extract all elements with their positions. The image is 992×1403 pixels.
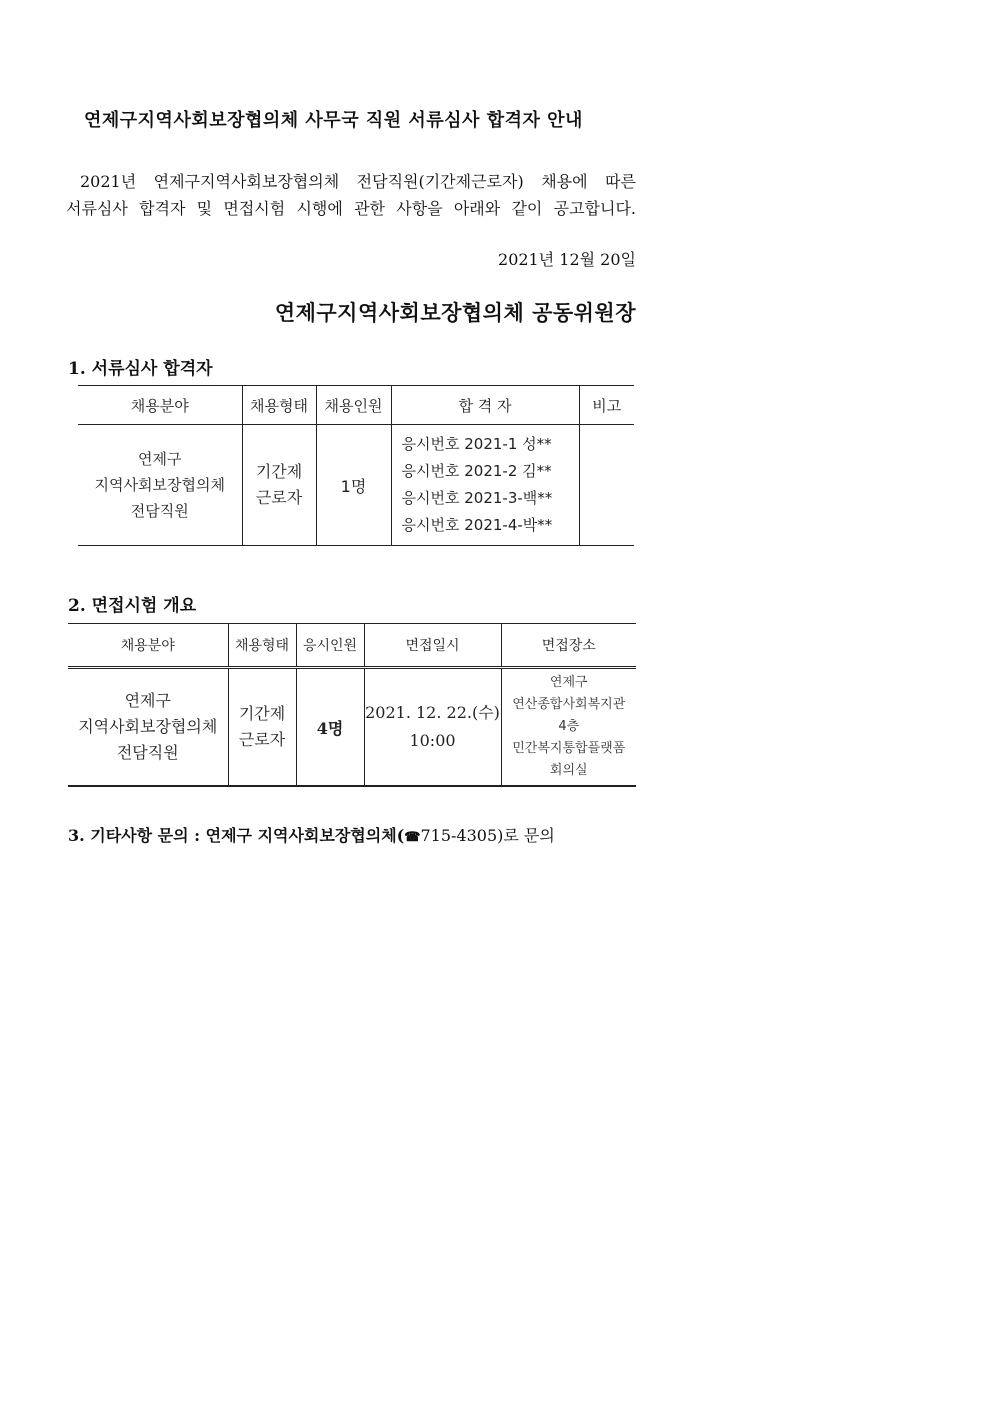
table-header-row: [68, 624, 636, 668]
header-cell: 채용인원: [316, 386, 391, 425]
section2-heading: 2. 면접시험 개요: [68, 596, 197, 616]
date-line: 2021. 12. 22.(수): [365, 703, 500, 722]
field-line: 연제구: [124, 691, 171, 710]
interview-table: [68, 623, 636, 787]
type-line: 기간제: [255, 462, 303, 481]
intro-paragraph: [66, 168, 636, 222]
contact-label: 3. 기타사항 문의 : 연제구 지역사회보장협의체(: [68, 826, 405, 845]
header-cell: 채용형태: [228, 624, 296, 668]
field-line: 전담직원: [116, 743, 179, 762]
place-line: 4층: [558, 719, 580, 734]
section1-heading: 1. 서류심사 합격자: [68, 359, 213, 379]
place-line: 연산종합사회복지관: [512, 697, 626, 712]
passers-cell: [391, 425, 579, 546]
intro-line-2: 서류심사 합격자 및 면접시험 시행에 관한 사항을 아래와 같이 공고합니다.: [66, 199, 636, 218]
section3-contact: [68, 823, 555, 846]
passer-item: 응시번호 2021-4-박**: [401, 516, 553, 534]
place-line: 연제구: [549, 675, 588, 690]
header-cell: 면접장소: [501, 624, 636, 668]
telephone-icon: ☎: [404, 830, 421, 845]
header-cell: 채용형태: [242, 386, 316, 425]
count-cell: 1명: [316, 425, 391, 546]
type-cell: [228, 668, 296, 787]
table-header-row: [78, 386, 634, 425]
passer-item: 응시번호 2021-1 성**: [401, 435, 552, 453]
time-line: 10:00: [409, 731, 456, 750]
passer-item: 응시번호 2021-2 김**: [401, 462, 552, 480]
table-row: [68, 668, 636, 787]
type-line: 근로자: [238, 730, 286, 749]
header-cell: 합 격 자: [391, 386, 579, 425]
count-cell: 4명: [296, 668, 364, 787]
signer: 연제구지역사회보장협의체 공동위원장: [274, 300, 636, 325]
field-cell: [68, 668, 228, 787]
field-line: 지역사회보장협의체: [78, 717, 218, 736]
field-line: 연제구: [138, 450, 182, 468]
place-cell: [501, 668, 636, 787]
place-line: 회의실: [549, 763, 588, 778]
intro-line-1: 2021년 연제구지역사회보장협의체 전담직원(기간제근로자) 채용에 따른: [80, 172, 636, 191]
contact-phone: 715-4305)로 문의: [420, 826, 555, 845]
header-cell: 응시인원: [296, 624, 364, 668]
datetime-cell: [364, 668, 501, 787]
type-cell: [242, 425, 316, 546]
place-line: 민간복지통합플랫폼: [512, 741, 626, 756]
header-cell: 채용분야: [68, 624, 228, 668]
table-row: [78, 425, 634, 546]
field-line: 지역사회보장협의체: [94, 476, 225, 494]
notice-date: 2021년 12월 20일: [498, 250, 636, 269]
field-line: 전담직원: [130, 502, 189, 520]
field-cell: [78, 425, 242, 546]
header-cell: 채용분야: [78, 386, 242, 425]
document-title: 연제구지역사회보장협의체 사무국 직원 서류심사 합격자 안내: [84, 110, 583, 131]
header-cell: 비고: [579, 386, 634, 425]
type-line: 근로자: [255, 488, 303, 507]
type-line: 기간제: [238, 704, 286, 723]
note-cell: [579, 425, 634, 546]
header-cell: 면접일시: [364, 624, 501, 668]
passers-table: [78, 385, 634, 546]
passer-item: 응시번호 2021-3-백**: [401, 489, 553, 507]
